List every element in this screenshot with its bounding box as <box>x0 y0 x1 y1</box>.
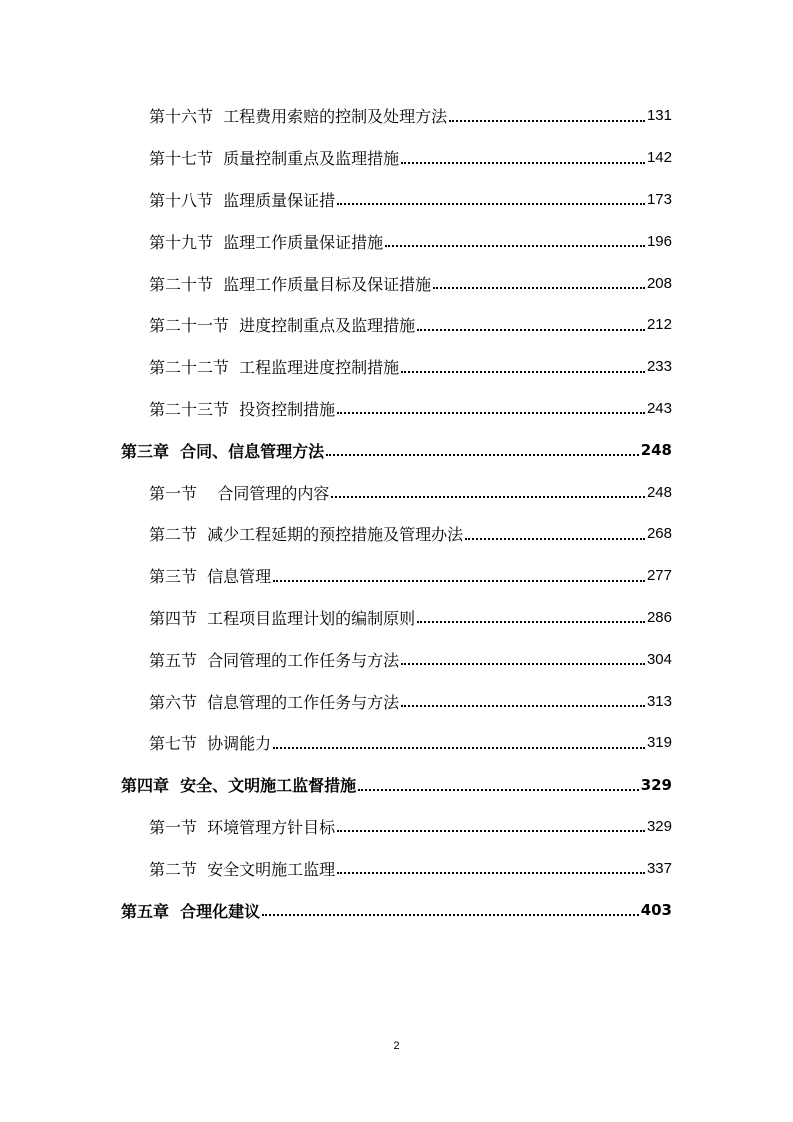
table-of-contents <box>0 95 793 931</box>
toc-section-entry[interactable] <box>0 179 793 221</box>
toc-entry-page: 248 <box>640 441 672 460</box>
toc-entry-page: 142 <box>646 149 672 167</box>
toc-entry-title: 第十七节 质量控制重点及监理措施 <box>149 149 400 169</box>
toc-entry-page: 196 <box>646 232 672 250</box>
toc-dot-leader <box>337 872 645 874</box>
toc-entry-title: 第十八节 监理质量保证措 <box>149 190 336 210</box>
toc-chapter-entry[interactable] <box>0 429 793 471</box>
toc-dot-leader <box>401 663 645 665</box>
toc-dot-leader <box>465 538 645 540</box>
toc-entry-page: 248 <box>646 483 672 501</box>
toc-entry-page: 268 <box>646 525 672 543</box>
toc-entry-title: 第十九节 监理工作质量保证措施 <box>149 232 384 252</box>
toc-entry-page: 313 <box>646 692 672 710</box>
toc-entry-title: 第二节 安全文明施工监理 <box>149 859 336 879</box>
toc-entry-title: 第二十节 监理工作质量目标及保证措施 <box>149 274 432 294</box>
toc-entry-page: 233 <box>646 358 672 376</box>
page-number: 2 <box>393 1040 400 1052</box>
toc-dot-leader <box>326 454 639 456</box>
toc-entry-page: 403 <box>640 901 672 920</box>
toc-dot-leader <box>337 830 645 832</box>
toc-dot-leader <box>273 580 645 582</box>
toc-section-entry[interactable] <box>0 95 793 137</box>
toc-entry-title: 第六节 信息管理的工作任务与方法 <box>149 692 400 712</box>
toc-entry-page: 319 <box>646 734 672 752</box>
toc-entry-title: 第三节 信息管理 <box>149 567 272 587</box>
toc-dot-leader <box>449 120 645 122</box>
toc-entry-title: 第三章 合同、信息管理方法 <box>121 441 325 461</box>
toc-chapter-entry[interactable] <box>0 764 793 806</box>
toc-section-entry[interactable] <box>0 806 793 848</box>
toc-dot-leader <box>273 747 645 749</box>
toc-dot-leader <box>262 914 639 916</box>
toc-entry-page: 131 <box>646 107 672 125</box>
toc-section-entry[interactable] <box>0 638 793 680</box>
toc-entry-title: 第二十三节 投资控制措施 <box>149 399 336 419</box>
toc-entry-title: 第二节 减少工程延期的预控措施及管理办法 <box>149 525 464 545</box>
toc-entry-page: 277 <box>646 567 672 585</box>
toc-entry-page: 173 <box>646 190 672 208</box>
toc-entry-title: 第一节 环境管理方针目标 <box>149 817 336 837</box>
toc-entry-page: 212 <box>646 316 672 334</box>
toc-entry-title: 第五章 合理化建议 <box>121 901 261 921</box>
toc-dot-leader <box>401 162 645 164</box>
toc-dot-leader <box>433 287 645 289</box>
toc-dot-leader <box>385 245 645 247</box>
toc-entry-title: 第二十二节 工程监理进度控制措施 <box>149 358 400 378</box>
toc-chapter-entry[interactable] <box>0 889 793 931</box>
toc-section-entry[interactable] <box>0 220 793 262</box>
toc-section-entry[interactable] <box>0 137 793 179</box>
toc-section-entry[interactable] <box>0 847 793 889</box>
toc-section-entry[interactable] <box>0 262 793 304</box>
toc-entry-page: 286 <box>646 608 672 626</box>
toc-entry-page: 329 <box>640 775 672 794</box>
toc-dot-leader <box>358 789 639 791</box>
toc-entry-title: 第十六节 工程费用索赔的控制及处理方法 <box>149 107 448 127</box>
toc-section-entry[interactable] <box>0 722 793 764</box>
toc-section-entry[interactable] <box>0 597 793 639</box>
toc-entry-title: 第七节 协调能力 <box>149 734 272 754</box>
toc-entry-page: 243 <box>646 399 672 417</box>
toc-dot-leader <box>417 621 645 623</box>
toc-section-entry[interactable] <box>0 680 793 722</box>
toc-entry-title: 第四节 工程项目监理计划的编制原则 <box>149 608 416 628</box>
toc-section-entry[interactable] <box>0 388 793 430</box>
toc-entry-title: 第一节 合同管理的内容 <box>149 483 330 503</box>
toc-dot-leader <box>331 496 645 498</box>
toc-entry-page: 337 <box>646 859 672 877</box>
toc-section-entry[interactable] <box>0 513 793 555</box>
toc-entry-title: 第四章 安全、文明施工监督措施 <box>121 776 357 796</box>
toc-section-entry[interactable] <box>0 346 793 388</box>
toc-section-entry[interactable] <box>0 555 793 597</box>
toc-dot-leader <box>401 705 645 707</box>
toc-entry-title: 第五节 合同管理的工作任务与方法 <box>149 650 400 670</box>
toc-entry-page: 304 <box>646 650 672 668</box>
toc-section-entry[interactable] <box>0 304 793 346</box>
toc-entry-page: 208 <box>646 274 672 292</box>
toc-section-entry[interactable] <box>0 471 793 513</box>
toc-dot-leader <box>417 329 645 331</box>
toc-entry-page: 329 <box>646 817 672 835</box>
toc-entry-title: 第二十一节 进度控制重点及监理措施 <box>149 316 416 336</box>
toc-dot-leader <box>337 203 645 205</box>
toc-dot-leader <box>337 412 645 414</box>
toc-dot-leader <box>401 371 645 373</box>
